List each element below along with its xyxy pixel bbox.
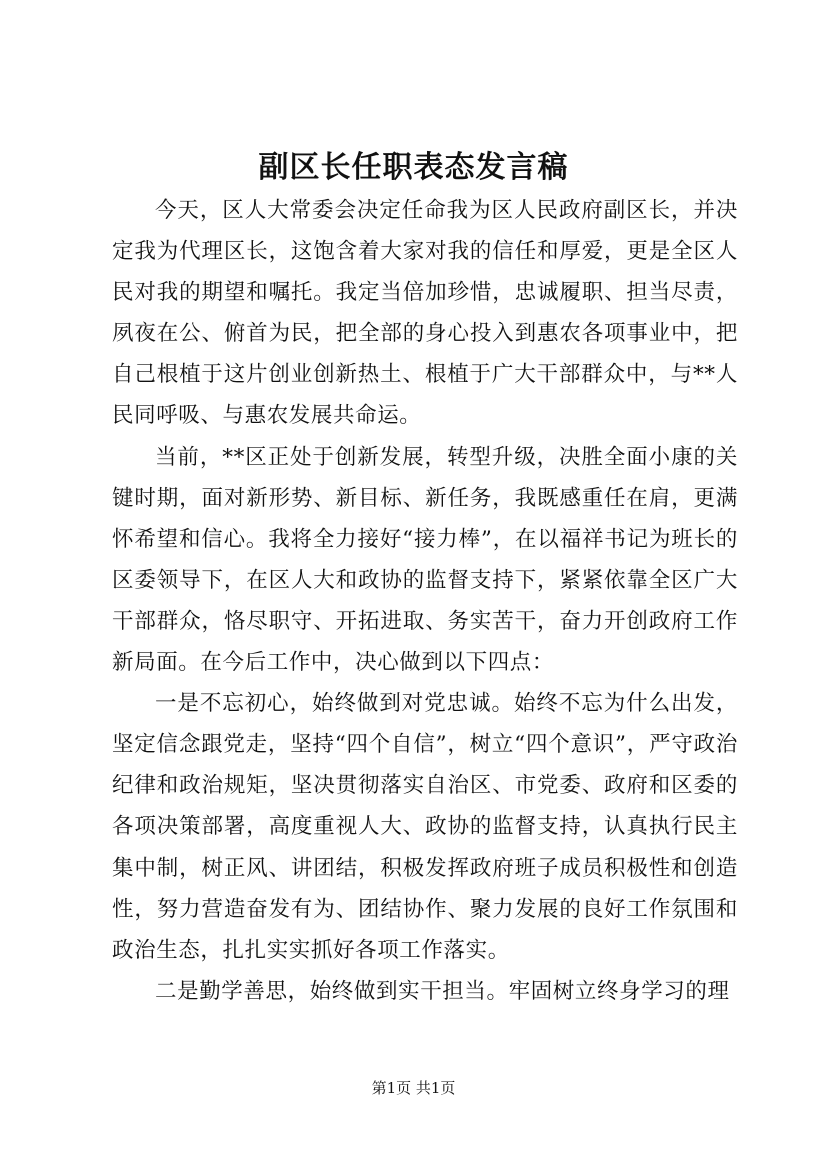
paragraph-3: 一是不忘初心，始终做到对党忠诚。始终不忘为什么出发，坚定信念跟党走，坚持“四个自信”，树立“四个意识”，严守政治纪律和政治规矩，坚决贯彻落实自治区、市党委、政府和区委的各项决策部署，高度重视人大、政协的监督支持，认真执行民主集中制，树正风、讲团结，积极发挥政府班子成员积极性和创造性，努力营造奋发有为、团结协作、聚力发展的良好工作氛围和政治生态，扎扎实实抓好各项工作落实。 bbox=[112, 691, 738, 963]
paragraph-2: 当前，**区正处于创新发展，转型升级，决胜全面小康的关键时期，面对新形势、新目标、新任务，我既感重任在肩，更满怀希望和信心。我将全力接好“接力棒”，在以福祥书记为班长的区委领导下，在区人大和政协的监督支持下，紧紧依靠全区广大干部群众，恪尽职守、开拓进取、务实苦干，奋力开创政府工作新局面。在今后工作中，决心做到以下四点： bbox=[112, 444, 738, 676]
paragraph-1: 今天，区人大常委会决定任命我为区人民政府副区长，并决定我为代理区长，这饱含着大家对我的信任和厚爱，更是全区人民对我的期望和嘱托。我定当倍加珍惜，忠诚履职、担当尽责，夙夜在公、俯首为民，把全部的身心投入到惠农各项事业中，把自己根植于这片创业创新热土、根植于广大干部群众中，与**人民同呼吸、与惠农发展共命运。 bbox=[112, 198, 738, 429]
document-body bbox=[112, 190, 738, 1012]
paragraph-4: 二是勤学善思，始终做到实干担当。牢固树立终身学习的理 bbox=[155, 978, 730, 1004]
page-footer: 第1页 共1页 bbox=[371, 1079, 456, 1097]
document-title: 副区长任职表态发言稿 bbox=[258, 150, 569, 185]
